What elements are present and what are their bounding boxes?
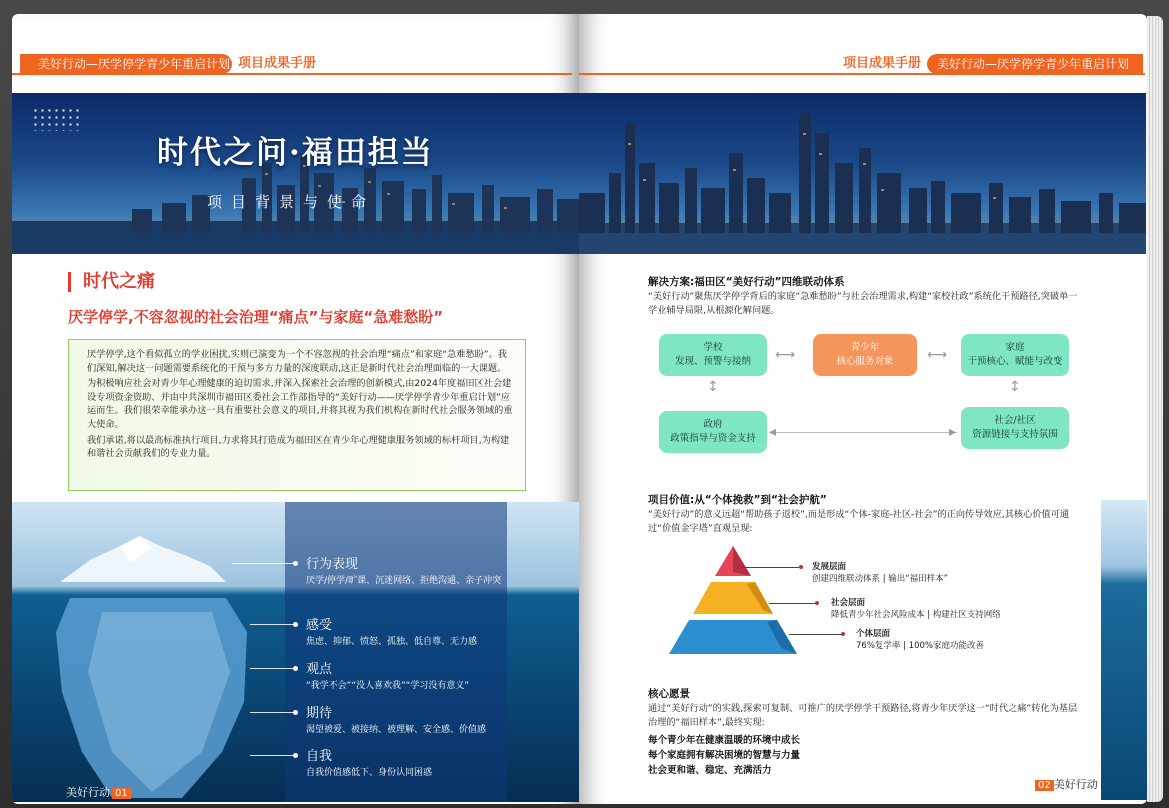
banner-title: 时代之问·福田担当: [157, 135, 434, 171]
right-header-title: 项目成果手册: [843, 56, 922, 71]
intro-paragraph: 厌学停学,这个看似孤立的学业困扰,实则已演变为一个不容忽视的社会治理“痛点”和家庭“急难愁盼”。我们深知,解决这一问题需要系统化的干预与多方力量的深度联动,这正是新时代社会治理面临的一大课题。: [87, 349, 507, 374]
left-header-title: 项目成果手册: [238, 56, 317, 71]
vertical-arrow-icon: ↕: [1009, 379, 1021, 395]
value-pyramid: [663, 542, 803, 662]
vision-item: 每个青少年在健康温暖的环境中成长: [648, 735, 801, 746]
intro-paragraph: 我们承诺,将以最高标准执行项目,力求将其打造成为福田区在青少年心理健康服务领域的标杆项目,为构建和谐社会贡献我们的专业力量。: [87, 434, 510, 460]
node-school: 学校 发现、预警与接纳: [659, 334, 767, 376]
footer-brand: 美好行动: [66, 786, 110, 799]
pyramid-level: 发展层面 创建四维联动体系 | 输出“福田样本”: [812, 562, 949, 584]
right-page: [579, 14, 1147, 804]
dot-pattern: [32, 107, 82, 131]
double-arrow-icon: ⟷: [927, 347, 948, 363]
footer-brand: 美好行动: [1053, 778, 1098, 791]
banner: [12, 93, 579, 254]
vertical-arrow-icon: ↕: [707, 379, 719, 395]
page-number: 02: [1035, 780, 1054, 791]
skyline-image: [579, 93, 1146, 254]
iceberg-level: 感受 焦虑、抑郁、愤怒、孤独、低自尊、无力感: [306, 618, 478, 647]
node-community: 社会/社区 资源链接与支持氛围: [961, 407, 1069, 449]
value-text: “美好行动”的意义远超“帮助孩子返校”,而是形成“个体-家庭-社区-社会”的正向传导效应,其核心价值可通过“价值金字塔”直观呈现:: [648, 509, 1070, 534]
vision-heading: 核心愿景: [648, 688, 690, 700]
pyramid-level: 社会层面 降低青少年社会风险成本 | 构建社区支持网络: [831, 598, 1001, 620]
intro-box: [68, 339, 526, 491]
banner-subtitle: 项目背景与使命: [207, 193, 376, 211]
node-family: 家庭 干预核心、赋能与改变: [961, 334, 1069, 376]
iceberg-level: 期待 渴望被爱、被接纳、被理解、安全感、价值感: [306, 706, 487, 735]
iceberg-level: 观点 “我学不会”“没人喜欢我”“学习没有意义”: [306, 662, 469, 691]
iceberg-level: 自我 自我价值感低下、身份认同困惑: [306, 749, 433, 778]
iceberg-level: 行为表现 厌学/停学/旷课、沉迷网络、拒绝沟通、亲子冲突: [306, 557, 502, 586]
ocean-image: [1101, 500, 1147, 800]
header-rule: [12, 73, 572, 75]
solution-heading: 解决方案:福田区“美好行动”四维联动体系: [648, 276, 845, 288]
right-footer: [1033, 776, 1098, 792]
left-header-tab: 美好行动—厌学停学青少年重启计划: [20, 54, 232, 74]
left-footer: [66, 784, 131, 800]
skyline-image: [12, 93, 579, 254]
section-subtitle: 厌学停学,不容忽视的社会治理“痛点”与家庭“急难愁盼”: [68, 308, 444, 326]
iceberg-image: [12, 502, 312, 802]
left-page: [12, 14, 579, 804]
arrow-left-icon: ◂: [769, 424, 777, 440]
arrow-right-icon: ▸: [949, 424, 957, 440]
vision-item: 每个家庭拥有解决困境的智慧与力量: [648, 750, 801, 761]
vision-text: 通过“美好行动”的实践,探索可复制、可推广的厌学停学干预路径,将青少年厌学这一“时代之痛”转化为基层治理的“福田样本”,最终实现:: [648, 703, 1078, 728]
connector-line: [771, 432, 957, 433]
pyramid-level: 个体层面 76%复学率 | 100%家庭功能改善: [856, 629, 984, 651]
double-arrow-icon: ⟷: [775, 347, 796, 363]
section-title: 时代之痛: [68, 272, 155, 292]
value-heading: 项目价值:从“个体挽救”到“社会护航”: [648, 494, 827, 506]
page-edges: [1147, 16, 1163, 802]
right-header-tab: 美好行动—厌学停学青少年重启计划: [927, 54, 1143, 74]
banner: [579, 93, 1146, 254]
page-number: 01: [112, 788, 131, 799]
node-government: 政府 政策指导与资金支持: [659, 411, 767, 453]
header-rule: [579, 73, 1145, 75]
vision-item: 社会更和谐、稳定、充满活力: [648, 765, 772, 776]
node-youth-core: 青少年 核心服务对象: [813, 334, 917, 376]
intro-paragraph: 为积极响应社会对青少年心理健康的迫切需求,并深入探索社会治理的创新模式,由2024年度福田区社会建设专项资金资助、并由中共深圳市福田区委社会工作部指导的“美好行动——厌学停学青少年重启计划”应运而生。我们很荣幸能承办这一具有重要社会意义的项目,并将其视为我们机构在新时代社会服务领域的重大使命。: [87, 378, 513, 430]
iceberg-figure: [12, 502, 579, 802]
solution-text: “美好行动”聚焦厌学停学背后的家庭“急难愁盼”与社会治理需求,构建“家校社政”系统化干预路径,突破单一学业辅导局限,从根源化解问题。: [648, 291, 1078, 316]
